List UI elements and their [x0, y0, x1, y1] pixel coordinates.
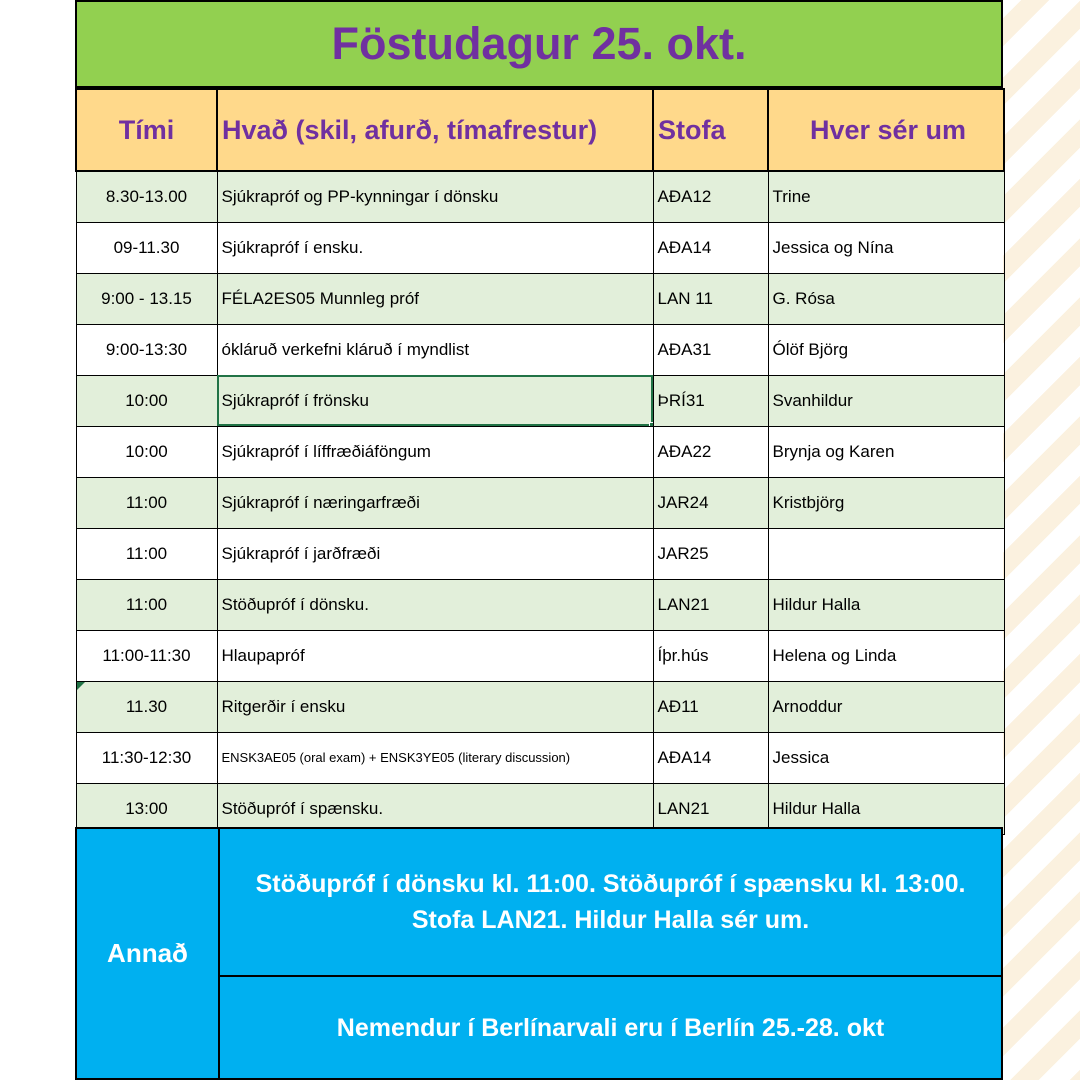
cell-room[interactable]: Íþr.hús — [653, 630, 768, 681]
cell-time[interactable]: 09-11.30 — [76, 222, 217, 273]
schedule-sheet — [75, 0, 1003, 1080]
cell-what[interactable]: ókláruð verkefni kláruð í myndlist — [217, 324, 653, 375]
cell-who[interactable]: G. Rósa — [768, 273, 1004, 324]
cell-room[interactable]: LAN21 — [653, 579, 768, 630]
cell-what[interactable]: Sjúkrapróf í líffræðiáföngum — [217, 426, 653, 477]
table-row — [76, 273, 1004, 324]
cell-what[interactable]: Sjúkrapróf í jarðfræði — [217, 528, 653, 579]
cell-room[interactable]: AÐA31 — [653, 324, 768, 375]
cell-time[interactable]: 11:30-12:30 — [76, 732, 217, 783]
cell-room[interactable]: JAR25 — [653, 528, 768, 579]
cell-room[interactable]: LAN21 — [653, 783, 768, 834]
cell-what[interactable]: Stöðupróf í spænsku. — [217, 783, 653, 834]
cell-time[interactable]: 8.30-13.00 — [76, 171, 217, 222]
cell-room[interactable]: AÐA12 — [653, 171, 768, 222]
cell-time[interactable]: 10:00 — [76, 426, 217, 477]
cell-room[interactable]: AÐA14 — [653, 222, 768, 273]
cell-who[interactable]: Hildur Halla — [768, 783, 1004, 834]
cell-who[interactable]: Ólöf Björg — [768, 324, 1004, 375]
cell-what[interactable]: Stöðupróf í dönsku. — [217, 579, 653, 630]
cell-room[interactable]: AÐA22 — [653, 426, 768, 477]
header-what: Hvað (skil, afurð, tímafrestur) — [217, 89, 653, 171]
table-row — [76, 426, 1004, 477]
other-note-2[interactable]: Nemendur í Berlínarvali eru í Berlín 25.-28. okt — [336, 1014, 885, 1042]
header-room: Stofa — [653, 89, 768, 171]
cell-who[interactable]: Jessica og Nína — [768, 222, 1004, 273]
cell-time[interactable]: 9:00-13:30 — [76, 324, 217, 375]
cell-time[interactable]: 11:00 — [76, 528, 217, 579]
table-row — [76, 324, 1004, 375]
cell-time[interactable]: 11:00 — [76, 579, 217, 630]
table-row — [76, 222, 1004, 273]
cell-who[interactable] — [768, 528, 1004, 579]
table-row — [76, 732, 1004, 783]
cell-who[interactable]: Arnoddur — [768, 681, 1004, 732]
cell-who[interactable]: Trine — [768, 171, 1004, 222]
page-title: Föstudagur 25. okt. — [331, 18, 747, 69]
cell-what[interactable]: FÉLA2ES05 Munnleg próf — [217, 273, 653, 324]
cell-time[interactable]: 9:00 - 13.15 — [76, 273, 217, 324]
table-row — [76, 528, 1004, 579]
cell-room[interactable]: ÞRÍ31 — [653, 375, 768, 426]
cell-what[interactable]: Sjúkrapróf í ensku. — [217, 222, 653, 273]
table-row — [76, 375, 1004, 426]
table-row — [76, 477, 1004, 528]
selected-cell[interactable]: Sjúkrapróf í frönsku — [217, 375, 653, 426]
cell-what[interactable]: Hlaupapróf — [217, 630, 653, 681]
cell-what[interactable]: Sjúkrapróf í næringarfræði — [217, 477, 653, 528]
table-row — [76, 681, 1004, 732]
table-row — [76, 630, 1004, 681]
cell-who[interactable]: Hildur Halla — [768, 579, 1004, 630]
cell-time[interactable]: 11.30 — [76, 681, 217, 732]
header-row — [76, 89, 1004, 171]
cell-who[interactable]: Jessica — [768, 732, 1004, 783]
table-row — [76, 171, 1004, 222]
cell-time[interactable]: 10:00 — [76, 375, 217, 426]
cell-what[interactable]: Sjúkrapróf og PP-kynningar í dönsku — [217, 171, 653, 222]
cell-room[interactable]: AÐA14 — [653, 732, 768, 783]
cell-what[interactable]: ENSK3AE05 (oral exam) + ENSK3YE05 (literary discussion) — [217, 732, 653, 783]
header-who: Hver sér um — [768, 89, 1004, 171]
table-row — [76, 579, 1004, 630]
cell-who[interactable]: Svanhildur — [768, 375, 1004, 426]
other-section — [75, 827, 1003, 1080]
other-label[interactable]: Annað — [77, 829, 220, 1078]
cell-time[interactable]: 13:00 — [76, 783, 217, 834]
cell-who[interactable]: Brynja og Karen — [768, 426, 1004, 477]
title-bar — [75, 0, 1003, 88]
header-time: Tími — [76, 89, 217, 171]
cell-time[interactable]: 11:00 — [76, 477, 217, 528]
cell-room[interactable]: LAN 11 — [653, 273, 768, 324]
cell-time[interactable]: 11:00-11:30 — [76, 630, 217, 681]
cell-what[interactable]: Ritgerðir í ensku — [217, 681, 653, 732]
cell-room[interactable]: AÐ11 — [653, 681, 768, 732]
other-note-1[interactable]: Stöðupróf í dönsku kl. 11:00. Stöðupróf í spænsku kl. 13:00. Stofa LAN21. Hildur Halla sér um. — [220, 829, 1001, 977]
cell-room[interactable]: JAR24 — [653, 477, 768, 528]
cell-who[interactable]: Kristbjörg — [768, 477, 1004, 528]
cell-who[interactable]: Helena og Linda — [768, 630, 1004, 681]
schedule-table — [75, 88, 1005, 835]
